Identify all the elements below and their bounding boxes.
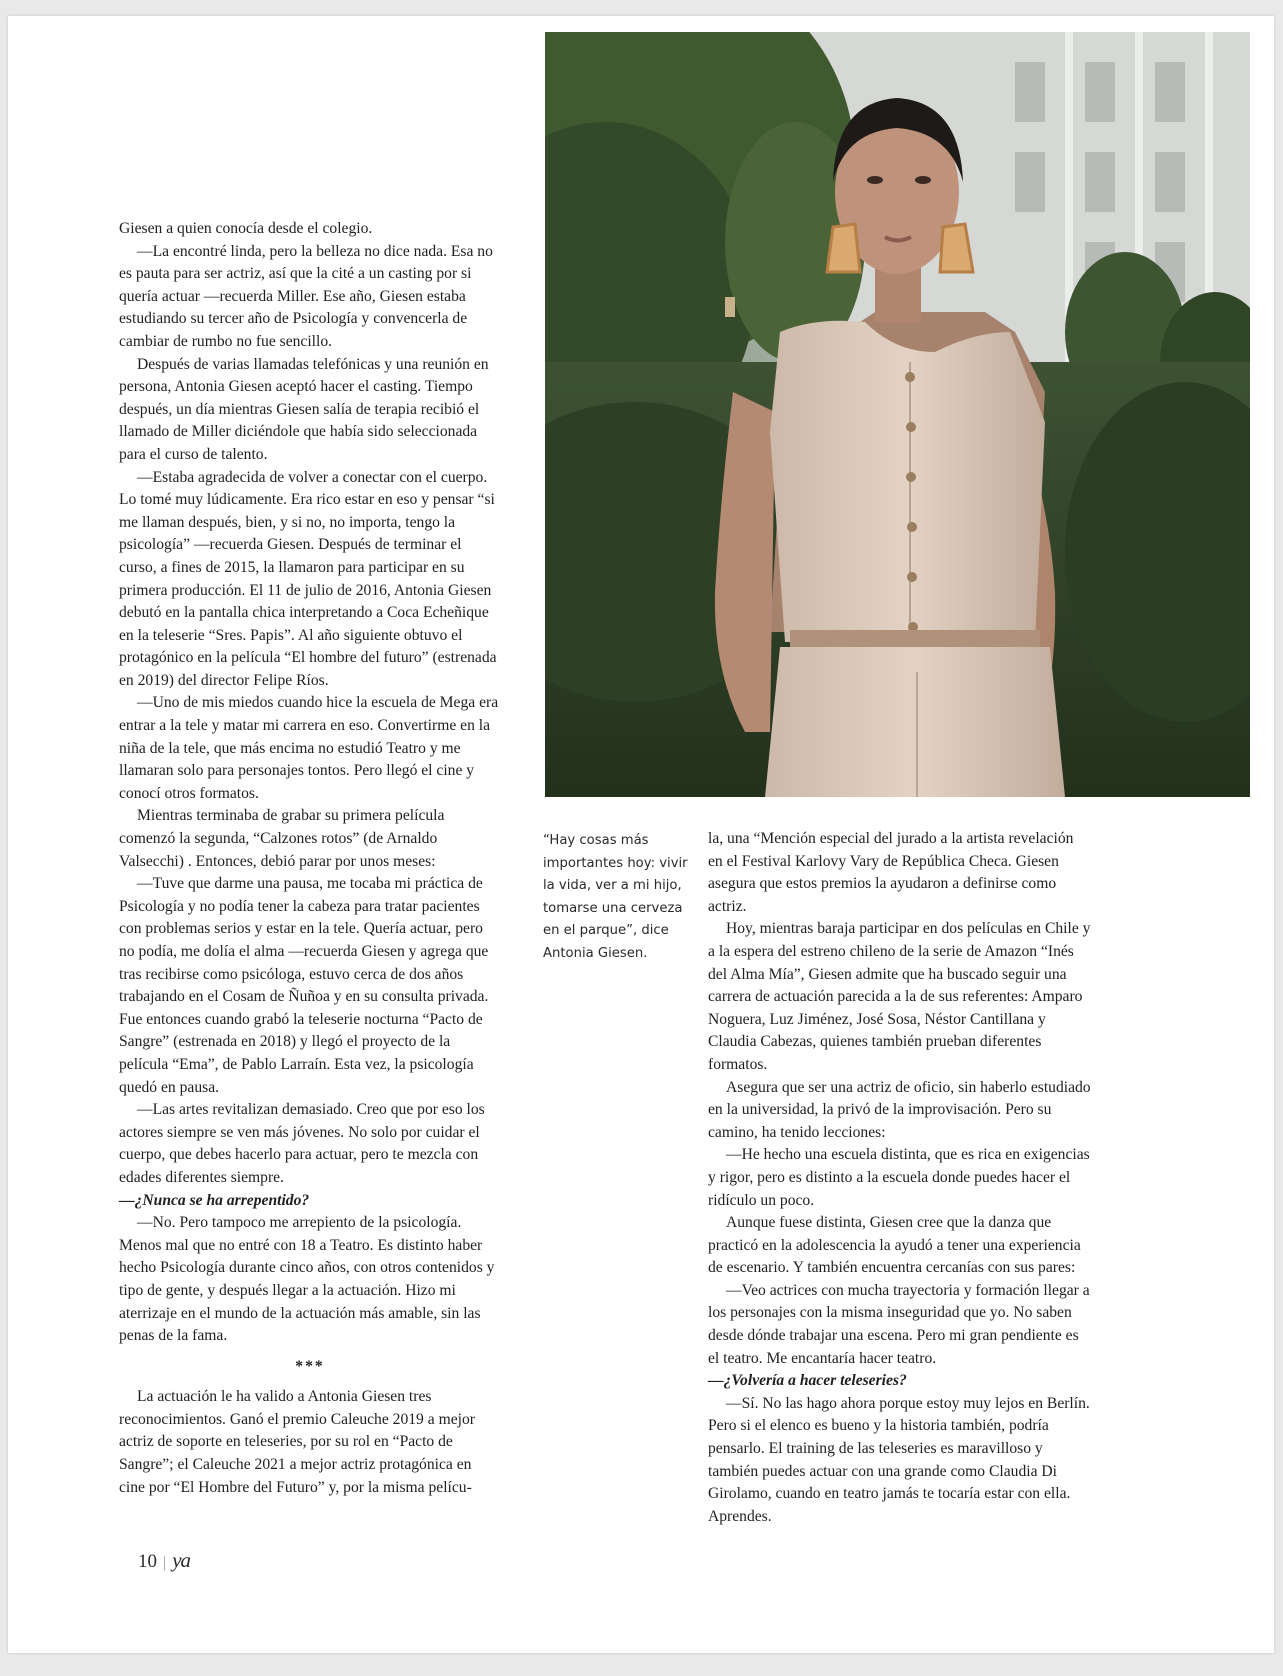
magazine-page xyxy=(8,16,1274,1653)
article-paragraph: —Tuve que darme una pausa, me tocaba mi práctica de Psicología y no podía tener la cabeza para tratar pacientes con problemas serios y estar en la tele. Quería actuar, pero no podía, me dolía el alma —recuerda Giesen y agrega que tras recibirse como psicóloga, estuvo cerca de dos años trabajando en el Cosam de Ñuñoa y en su consulta privada. Fue entonces cuando grabó la teleserie nocturna “Pacto de Sangre” (estrenada en 2018) y llegó el proyecto de la película “Ema”, de Pablo Larraín. Esta vez, la psicología quedó en pausa. xyxy=(119,875,489,1096)
article-paragraph: —Estaba agradecida de volver a conectar con el cuerpo. Lo tomé muy lúdicamente. Era rico estar en eso y pensar “si me llaman después, bien, y si no, no importa, tengo la psicología” —recuerda Giesen. Después de terminar el curso, a fines de 2015, la llamaron para participar en su primera producción. El 11 de julio de 2016, Antonia Giesen debutó en la pantalla chica interpretando a Coca Echeñique en la teleserie “Sres. Papis”. Al año siguiente obtuvo el protagónico en la película “El hombre del futuro” (estrenada en 2019) del director Felipe Ríos. xyxy=(119,468,497,689)
article-column-right xyxy=(708,828,1091,1528)
article-paragraph: Hoy, mientras baraja participar en dos películas en Chile y a la espera del estreno chileno de la serie de Amazon “Inés del Alma Mía”, Giesen admite que ha buscado seguir una carrera de actuación parecida a la de sus referentes: Amparo Noguera, Luz Jiménez, José Sosa, Néstor Cantillana y Claudia Cabezas, quienes también prueban diferentes formatos. xyxy=(708,920,1091,1073)
article-paragraph: Aunque fuese distinta, Giesen cree que la danza que practicó en la adolescencia la ayudó a tener una experiencia de escenario. Y también encuentra cercanías con sus pares: xyxy=(708,1214,1081,1277)
article-paragraph: Asegura que ser una actriz de oficio, sin haberlo estudiado en la universidad, la privó de la improvisación. Pero su camino, ha tenido lecciones: xyxy=(708,1078,1091,1141)
footer-separator: | xyxy=(163,1554,167,1571)
article-paragraph: Después de varias llamadas telefónicas y una reunión en persona, Antonia Giesen aceptó hacer el casting. Tiempo después, un día mientras Giesen salía de terapia recibió el llamado de Miller diciéndole que había sido seleccionada para el curso de talento. xyxy=(119,355,489,463)
article-column-left xyxy=(119,218,501,1499)
page-number: 10 xyxy=(138,1551,157,1572)
portrait-photo xyxy=(545,32,1250,797)
article-paragraph: —He hecho una escuela distinta, que es rica en exigencias y rigor, pero es distinto a la escuela donde puedes hacer el ridículo un poco. xyxy=(708,1146,1090,1209)
article-paragraph: —Las artes revitalizan demasiado. Creo que por eso los actores siempre se ven más jóvenes. No solo por cuidar el cuerpo, que debes hacerlo para actuar, pero te mezcla con edades diferentes siempre. xyxy=(119,1101,485,1186)
article-paragraph: —Uno de mis miedos cuando hice la escuela de Mega era entrar a la tele y matar mi carrera en eso. Convertirme en la niña de la tele, que más encima no estudió Teatro y me llamaran solo para personajes tontos. Pero llegó el cine y conocí otros formatos. xyxy=(119,694,499,802)
interview-question: —¿Volvería a hacer teleseries? xyxy=(708,1372,907,1390)
article-paragraph: Giesen a quien conocía desde el colegio. xyxy=(119,220,373,237)
article-paragraph: la, una “Mención especial del jurado a la artista revelación en el Festival Karlovy Vary de República Checa. Giesen asegura que estos premios la ayudaron a definirse como actriz. xyxy=(708,830,1074,915)
interview-question: —¿Nunca se ha arrepentido? xyxy=(119,1191,310,1209)
article-paragraph: —Veo actrices con mucha trayectoria y formación llegar a los personajes con la misma inseguridad que yo. No saben desde dónde trabajar una escena. Pero mi gran pendiente es el teatro. Me encantaría hacer teatro. xyxy=(708,1281,1090,1367)
page-footer xyxy=(138,1548,190,1573)
article-paragraph: —No. Pero tampoco me arrepiento de la psicología. Menos mal que no entré con 18 a Teatro. Es distinto haber hecho Psicología durante cinco años, con otros contenidos y tipo de gente, y después llegar a la actuación. Hizo mi aterrizaje en el mundo de la actuación más amable, sin las penas de la fama. xyxy=(119,1214,495,1345)
article-paragraph: —La encontré linda, pero la belleza no dice nada. Esa no es pauta para ser actriz, así que la cité a un casting por si quería actuar —recuerda Miller. Ese año, Giesen estaba estudiando su tercer año de Psicología y convencerla de cambiar de rumbo no fue sencillo. xyxy=(119,242,493,350)
section-divider: *** xyxy=(295,1357,325,1375)
magazine-logo: ya xyxy=(172,1548,191,1572)
article-paragraph: La actuación le ha valido a Antonia Giesen tres reconocimientos. Ganó el premio Caleuche 2019 a mejor actriz de soporte en teleseries, por su rol en “Pacto de Sangre”; el Caleuche 2021 a mejor actriz protagónica en cine por “El Hombre del Futuro” y, por la misma pelícu- xyxy=(119,1388,475,1496)
photo-caption: “Hay cosas más importantes hoy: vivir la vida, ver a mi hijo, tomarse una cerveza en el parque”, dice Antonia Giesen. xyxy=(543,833,688,961)
article-paragraph: Mientras terminaba de grabar su primera película comenzó la segunda, “Calzones rotos” (de Arnaldo Valsecchi) . Entonces, debió parar por unos meses: xyxy=(119,807,445,870)
article-paragraph: —Sí. No las hago ahora porque estoy muy lejos en Berlín. Pero si el elenco es bueno y la historia también, podría pensarlo. El training de las teleseries es maravilloso y también puedes actuar con una grande como Claudia Di Girolamo, cuando en teatro jamás te tocaría estar con ella. Aprendes. xyxy=(708,1394,1090,1525)
